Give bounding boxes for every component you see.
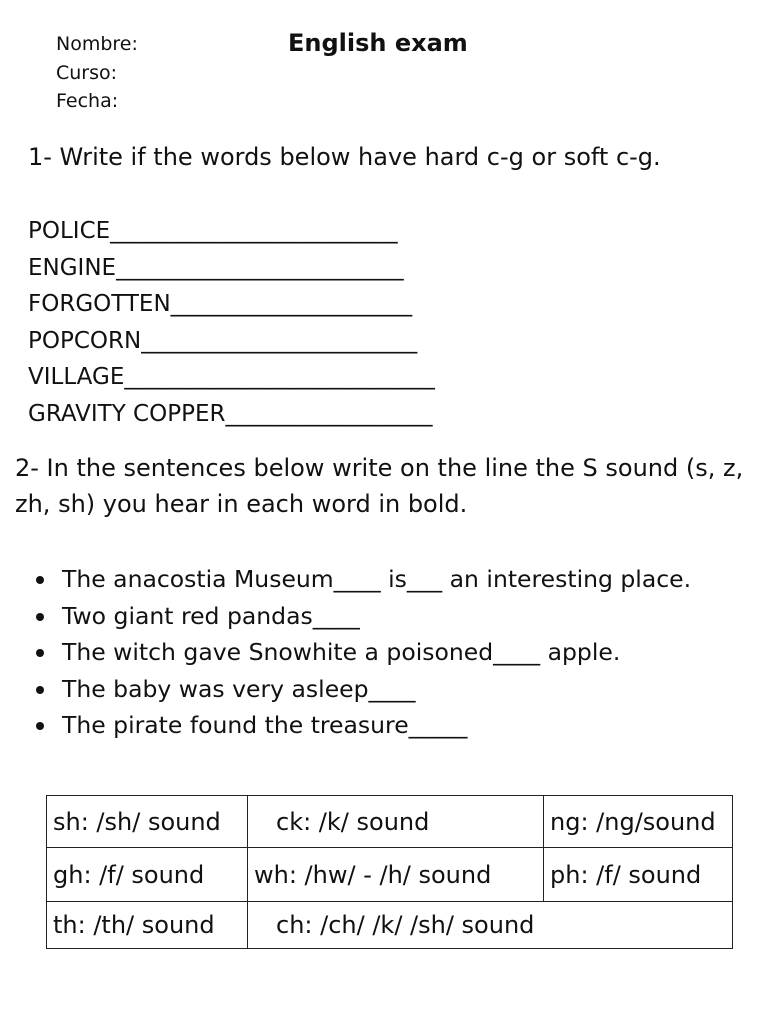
answer-blank[interactable]: _________________________ [110, 218, 398, 244]
question-1-prompt: 1- Write if the words below have hard c-g or soft c-g. [28, 143, 661, 171]
name-label: Nombre: [56, 33, 138, 55]
answer-blank[interactable]: ___________________________ [124, 364, 435, 390]
course-label: Curso: [56, 61, 118, 84]
table-cell: ck: /k/ sound [248, 796, 544, 848]
exam-title: English exam [288, 29, 468, 57]
table-cell: ph: /f/ sound [544, 848, 733, 902]
word-row [28, 286, 435, 323]
list-item: The pirate found the treasure_____ [28, 707, 691, 744]
table-cell: gh: /f/ sound [47, 848, 248, 902]
student-info-labels [56, 30, 138, 116]
word-row [28, 213, 435, 250]
word: VILLAGE [28, 364, 125, 390]
list-item: The witch gave Snowhite a poisoned____ apple. [28, 634, 691, 671]
word-row [28, 396, 435, 433]
word-row [28, 323, 435, 360]
word-row [28, 250, 435, 287]
table-cell: sh: /sh/ sound [47, 796, 248, 848]
table-row [47, 902, 733, 949]
question-2-prompt: 2- In the sentences below write on the line the S sound (s, z, zh, sh) you hear in each word in bold. [15, 454, 744, 518]
question-1-word-list [28, 213, 435, 432]
word: POPCORN [28, 327, 142, 354]
table-cell: wh: /hw/ - /h/ sound [248, 848, 544, 902]
list-item: The baby was very asleep____ [28, 671, 691, 708]
list-item: The anacostia Museum____ is___ an interesting place. [28, 561, 691, 598]
table-cell: ng: /ng/sound [544, 796, 733, 848]
word: ENGINE [28, 254, 117, 281]
table-cell: ch: /ch/ /k/ /sh/ sound [248, 902, 733, 949]
table-cell: th: /th/ sound [47, 902, 248, 949]
word: FORGOTTEN [28, 291, 171, 317]
answer-blank[interactable]: __________________ [225, 400, 433, 427]
answer-blank[interactable]: _________________________ [116, 254, 404, 281]
date-label: Fecha: [56, 90, 119, 112]
table-row [47, 848, 733, 902]
answer-blank[interactable]: _____________________ [170, 291, 413, 317]
table-row [47, 796, 733, 848]
list-item: Two giant red pandas____ [28, 598, 691, 635]
answer-blank[interactable]: ________________________ [141, 327, 418, 354]
question-2-sentence-list [28, 561, 691, 744]
sound-reference-table [46, 795, 733, 949]
word-row [28, 359, 435, 396]
word: GRAVITY COPPER [28, 400, 226, 427]
word: POLICE [28, 218, 111, 244]
